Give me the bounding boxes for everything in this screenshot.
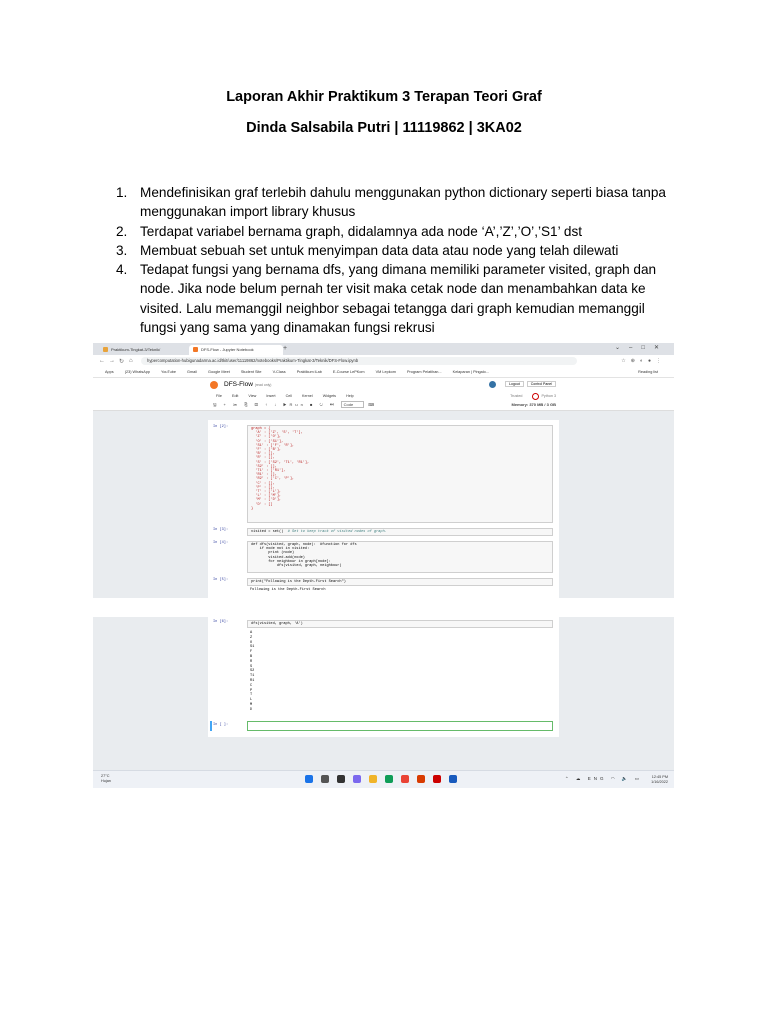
bookmark[interactable]: Apps [105, 370, 114, 374]
bookmark[interactable]: Kelaparan | Pingalo... [452, 370, 489, 374]
back-icon[interactable]: ← [99, 358, 105, 364]
kernel-indicator-icon [532, 393, 539, 400]
code-cell[interactable] [213, 541, 553, 573]
browser-tab-strip [93, 343, 674, 355]
menu-kernel[interactable]: Kernel [302, 394, 313, 398]
clock[interactable]: 12:45 PM 1/16/2022 [651, 775, 668, 784]
bookmarks-bar [93, 368, 674, 378]
step-item [116, 222, 676, 241]
selection-bar [210, 721, 212, 731]
word-icon[interactable] [449, 775, 457, 783]
step-number: 1. [116, 185, 128, 200]
step-item [116, 260, 676, 337]
menu-file[interactable]: File [216, 394, 222, 398]
step-text: Terdapat variabel bernama graph, didalamnya ada node ‘A’,’Z’,’O’,’S1’ dst [140, 223, 583, 239]
cell-input[interactable]: dfs(visited, graph, 'A') [247, 620, 553, 628]
cell-input[interactable] [247, 721, 553, 731]
menu-widgets[interactable]: Widgets [322, 394, 337, 398]
browser-tab-active[interactable] [189, 345, 283, 355]
notebook-area [208, 617, 559, 737]
cell-prompt: In [2]: [213, 425, 229, 429]
bookmark[interactable]: Google Meet [208, 370, 230, 374]
code-cell[interactable] [213, 620, 553, 720]
reload-icon[interactable]: ↻ [119, 359, 125, 365]
memory-usage: Memory: 370 MB / 3 GB [511, 402, 556, 407]
cell-output: Following is the Depth-First Search [250, 588, 326, 592]
code-cell[interactable] [213, 425, 553, 523]
notebook-name[interactable]: DFS-Flow (read only) [224, 381, 272, 388]
home-icon[interactable]: ⌂ [129, 358, 133, 364]
jupyter-header [93, 378, 674, 392]
tab-label: DFS-Flow - Jupyter Notebook [201, 347, 254, 352]
url-field[interactable]: hypercomputation-hubigunadarma.ac.id/tkit/user/11119862/notebooks/Praktikum-Tingkat-3/Teknik/DFS-Flow.ipynb [141, 357, 577, 365]
jupyter-icon [193, 347, 198, 352]
notebook-area [208, 420, 559, 598]
jupyter-menubar [93, 392, 674, 400]
cell-input[interactable]: visited = set() # Set to keep track of visited nodes of graph. [247, 528, 553, 536]
window-controls[interactable]: ⌄–□✕ [614, 345, 668, 351]
logout-button[interactable]: Logout [505, 381, 524, 387]
header-actions [489, 381, 556, 388]
cell-input[interactable]: def dfs(visited, graph, node): #function for dfs if node not in visited: print (node) visited.add(node) for neighbour in graph[node]: dfs(visited, graph, neighbour) [247, 541, 553, 573]
menu-view[interactable]: View [248, 394, 257, 398]
office-icon[interactable] [417, 775, 425, 783]
cell-prompt: In [3]: [213, 528, 229, 532]
taskbar-apps [305, 775, 459, 783]
menu-edit[interactable]: Edit [231, 394, 239, 398]
step-number: 4. [116, 262, 128, 278]
address-bar [93, 355, 674, 368]
bookmark[interactable]: Program Pelatihan... [406, 370, 442, 374]
forward-icon[interactable]: → [109, 358, 115, 364]
extension-icons[interactable]: ☆⊕◐●⋮ [621, 358, 666, 364]
task-view-icon[interactable] [337, 775, 345, 783]
code-cell[interactable] [213, 578, 553, 598]
step-text: Membuat sebuah set untuk menyimpan data data atau node yang telah dilewati [140, 242, 619, 258]
bookmark[interactable]: (23) WhatsApp [124, 370, 151, 374]
kernel-status: Trusted Python 3 [510, 394, 556, 398]
screenshot-notebook-bottom [93, 617, 674, 788]
folder-icon [103, 347, 108, 352]
reading-list-button[interactable]: Reading list [638, 370, 658, 374]
search-icon[interactable] [321, 775, 329, 783]
cell-prompt: In [5]: [213, 578, 229, 582]
empty-code-cell[interactable] [213, 721, 553, 731]
cell-type-select[interactable]: Code [341, 401, 365, 408]
steps-list [116, 183, 676, 337]
bookmark[interactable]: YouTube [161, 370, 176, 374]
cell-prompt: In [6]: [213, 620, 229, 624]
step-text: Mendefinisikan graf terlebih dahulu menggunakan python dictionary seperti biasa tanpa menggunakan import library khusus [140, 185, 666, 220]
weather-widget[interactable]: 27°C Hujan [101, 774, 111, 783]
toolbar-buttons[interactable]: 🖫 + ✂ ⎘ ▤ ↑ ↓ ▶Run ■ ↻ ⏭ Code ⌨ [213, 402, 378, 407]
step-number: 2. [116, 223, 128, 239]
cell-input[interactable]: print("Following is the Depth-First Search") [247, 578, 553, 586]
new-tab-button[interactable]: + [283, 345, 288, 352]
screenshot-notebook-top [93, 343, 674, 598]
document-title: Laporan Akhir Praktikum 3 Terapan Teori Graf [226, 89, 542, 105]
bookmark[interactable]: VM Lepkom [375, 370, 396, 374]
windows-taskbar [93, 770, 674, 788]
cell-output: A Z O S1 F B R S S2 T1 R1 C P T L M D [250, 631, 255, 712]
step-item [116, 183, 676, 222]
browser-tab[interactable] [99, 345, 189, 355]
bookmark[interactable]: Gmail [187, 370, 197, 374]
menu-cell[interactable]: Cell [285, 394, 292, 398]
bookmark[interactable]: Student Site [240, 370, 262, 374]
bookmark[interactable]: Praktikum iLab [296, 370, 322, 374]
author-line: Dinda Salsabila Putri | 11119862 | 3KA02 [246, 120, 522, 136]
menu-insert[interactable]: Insert [266, 394, 276, 398]
control-panel-button[interactable]: Control Panel [527, 381, 556, 387]
chat-icon[interactable] [353, 775, 361, 783]
cell-prompt: In [ ]: [213, 723, 229, 727]
windows-start-icon[interactable] [305, 775, 313, 783]
tab-label: Praktikum-Tingkat-3/Teknik/ [111, 347, 161, 352]
step-number: 3. [116, 242, 128, 258]
cell-prompt: In [4]: [213, 541, 229, 545]
menu-help[interactable]: Help [346, 394, 354, 398]
file-explorer-icon[interactable] [369, 775, 377, 783]
python-logo-icon [489, 381, 496, 388]
app-icon[interactable] [433, 775, 441, 783]
step-item [116, 241, 676, 260]
system-tray[interactable]: ⌃ ☁ ENG ◠ 🔈 ▭ [564, 776, 642, 781]
bookmark[interactable]: V-Class [272, 370, 286, 374]
edge-icon[interactable] [385, 775, 393, 783]
jupyter-logo-icon[interactable] [210, 381, 218, 389]
bookmark[interactable]: E-Course LePKom [332, 370, 365, 374]
jupyter-toolbar [93, 400, 674, 411]
cell-input[interactable]: graph = { 'A' : ['Z', 'S', 'T'], 'Z' : ['O'], 'O' : ['S1'], 'S1' : ['F', 'R'], 'F' : ['B'], 'B' : [], 'R' : [], 'S' : ['S2', 'T1', 'R1'], 'S2' : [], 'T1' : ['R1'], 'R1' : [], 'R2' : ['C', 'P'], 'C' : [], 'P' : [], 'T' : ['L'], 'L' : ['M'], 'M' : ['D'], 'D' : [] } [247, 425, 553, 523]
step-text: Tedapat fungsi yang bernama dfs, yang dimana memiliki parameter visited, graph dan node. Jika node belum pernah ter visit maka cetak node dan menambahkan data ke visited. Lalu memanggil neighbor sebagai tetangga dari graph kemudian memanggil fungsi yang sama yang dinamakan fungsi rekrusi [140, 262, 657, 336]
chrome-icon[interactable] [401, 775, 409, 783]
code-cell[interactable] [213, 528, 553, 536]
